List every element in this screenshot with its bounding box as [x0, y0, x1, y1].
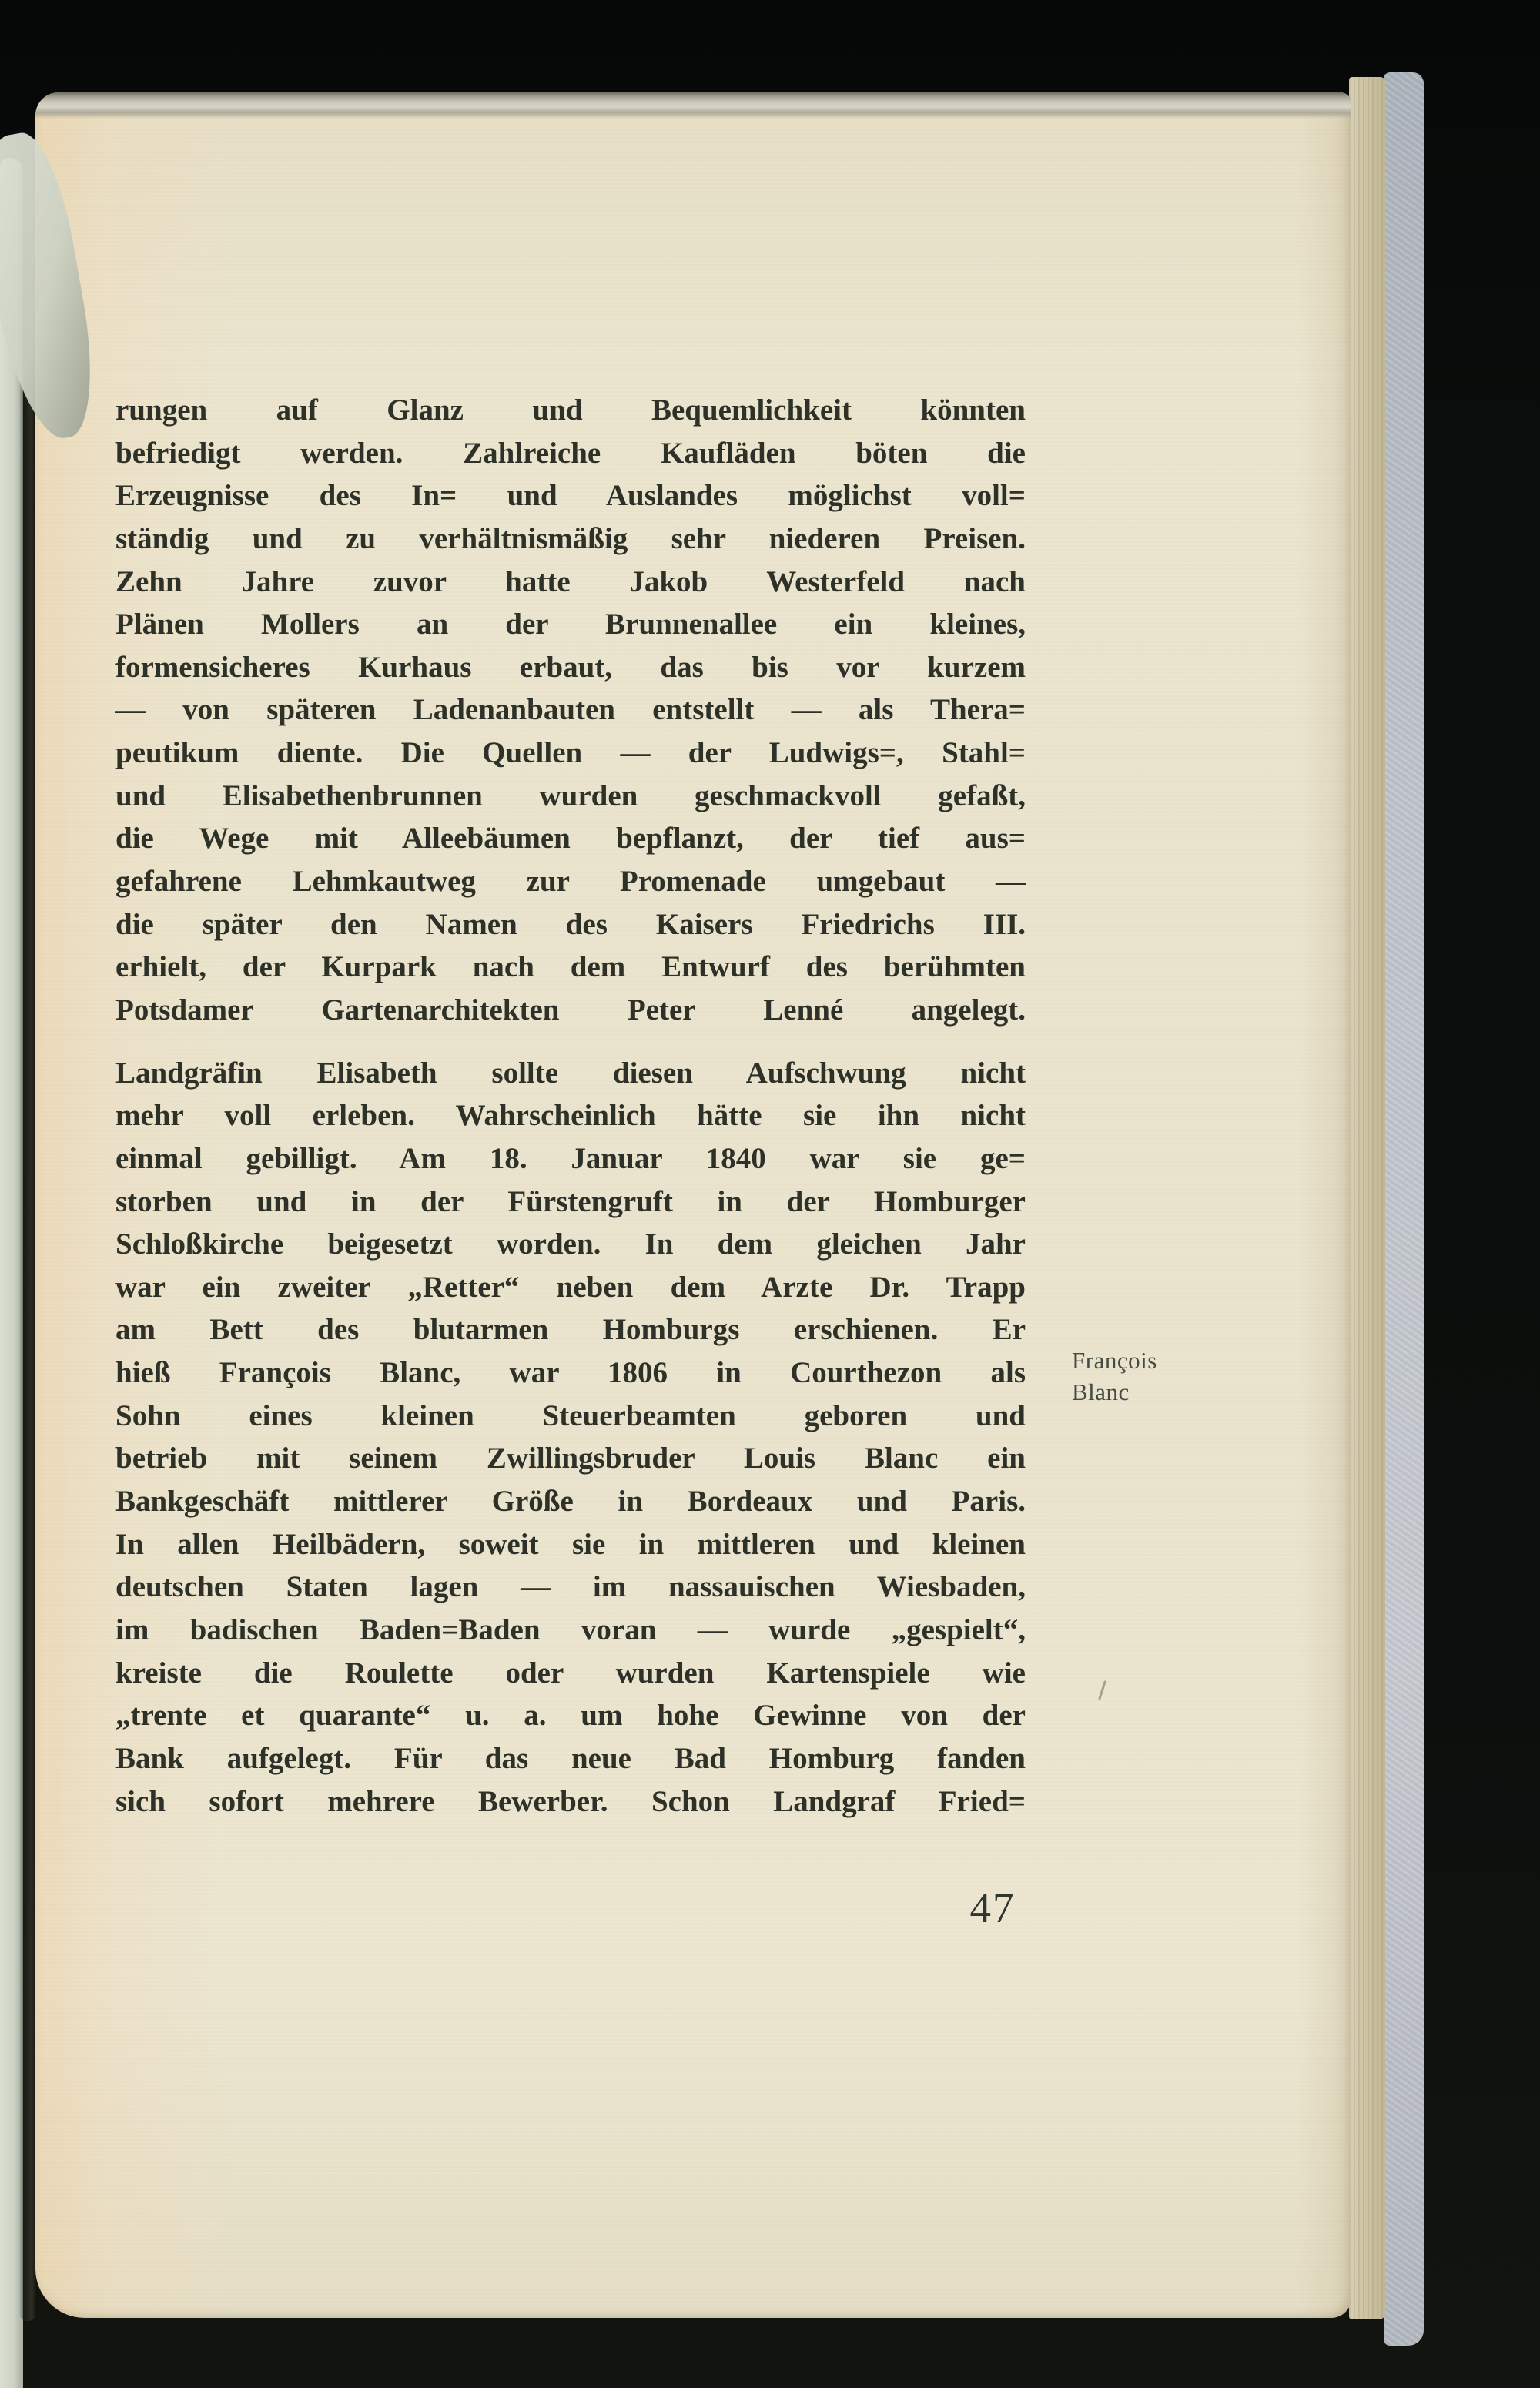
text-line: gefahrene Lehmkautweg zur Promenade umgebaut —	[116, 865, 1026, 899]
stray-ink-mark	[1098, 1680, 1106, 1700]
text-line: mehr voll erleben. Wahrscheinlich hätte sie ihn nicht	[116, 1099, 1026, 1133]
text-line: war ein zweiter „Retter“ neben dem Arzte Dr. Trapp	[116, 1270, 1026, 1304]
text-line: peutikum diente. Die Quellen — der Ludwigs=, Stahl=	[116, 736, 1026, 770]
text-line: erhielt, der Kurpark nach dem Entwurf des berühmten	[116, 950, 1026, 984]
text-line: die später den Namen des Kaisers Friedrichs III.	[116, 907, 1026, 941]
book-cover-edge	[1384, 72, 1424, 2346]
text-line: Zehn Jahre zuvor hatte Jakob Westerfeld nach	[116, 564, 1026, 598]
text-line: ständig und zu verhältnismäßig sehr niederen Preisen.	[116, 521, 1026, 555]
text-line: Bankgeschäft mittlerer Größe in Bordeaux und Paris.	[116, 1485, 1026, 1519]
text-line: sich sofort mehrere Bewerber. Schon Landgraf Fried=	[116, 1784, 1026, 1818]
page-text	[116, 389, 1026, 1823]
page-top-edge-highlight	[35, 92, 1351, 119]
page-number: 47	[969, 1884, 1016, 1931]
text-line: betrieb mit seinem Zwillingsbruder Louis Blanc ein	[116, 1442, 1026, 1475]
text-line: deutschen Staten lagen — im nassauischen Wiesbaden,	[116, 1570, 1026, 1604]
book-page	[35, 92, 1351, 2318]
text-line: und Elisabethenbrunnen wurden geschmackvoll gefaßt,	[116, 779, 1026, 812]
margin-note	[1072, 1345, 1226, 1408]
margin-note-line: Blanc	[1072, 1378, 1130, 1405]
text-line: Plänen Mollers an der Brunnenallee ein kleines,	[116, 608, 1026, 641]
text-line: Bank aufgelegt. Für das neue Bad Homburg fanden	[116, 1741, 1026, 1775]
text-line: am Bett des blutarmen Homburgs erschienen. Er	[116, 1313, 1026, 1347]
text-line: Erzeugnisse des In= und Auslandes möglichst voll=	[116, 479, 1026, 513]
text-line: storben und in der Fürstengruft in der Homburger	[116, 1184, 1026, 1218]
text-line: einmal gebilligt. Am 18. Januar 1840 war sie ge=	[116, 1141, 1026, 1175]
text-line: Schloßkirche beigesetzt worden. In dem gleichen Jahr	[116, 1227, 1026, 1261]
text-line: kreiste die Roulette oder wurden Kartenspiele wie	[116, 1656, 1026, 1690]
text-line: die Wege mit Alleebäumen bepflanzt, der tief aus=	[116, 822, 1026, 856]
text-line: Landgräfin Elisabeth sollte diesen Aufschwung nicht	[116, 1056, 1026, 1090]
text-line: im badischen Baden=Baden voran — wurde „gespielt“,	[116, 1613, 1026, 1646]
margin-note-line: François	[1072, 1347, 1157, 1374]
text-line: formensicheres Kurhaus erbaut, das bis vor kurzem	[116, 650, 1026, 684]
text-line: — von späteren Ladenanbauten entstellt — als Thera=	[116, 693, 1026, 727]
text-line: In allen Heilbädern, soweit sie in mittleren und kleinen	[116, 1527, 1026, 1561]
paragraph-2	[116, 1052, 1026, 1824]
text-line: befriedigt werden. Zahlreiche Kaufläden böten die	[116, 436, 1026, 470]
text-line: Potsdamer Gartenarchitekten Peter Lenné angelegt.	[116, 993, 1026, 1027]
page-block-edge	[1349, 77, 1385, 2319]
text-line: rungen auf Glanz und Bequemlichkeit könnten	[116, 394, 1026, 427]
text-line: hieß François Blanc, war 1806 in Courthezon als	[116, 1356, 1026, 1390]
text-line: „trente et quarante“ u. a. um hohe Gewinne von der	[116, 1699, 1026, 1733]
page-crease-shadow	[19, 163, 36, 2321]
paragraph-1	[116, 389, 1026, 1032]
text-line: Sohn eines kleinen Steuerbeamten geboren und	[116, 1398, 1026, 1432]
